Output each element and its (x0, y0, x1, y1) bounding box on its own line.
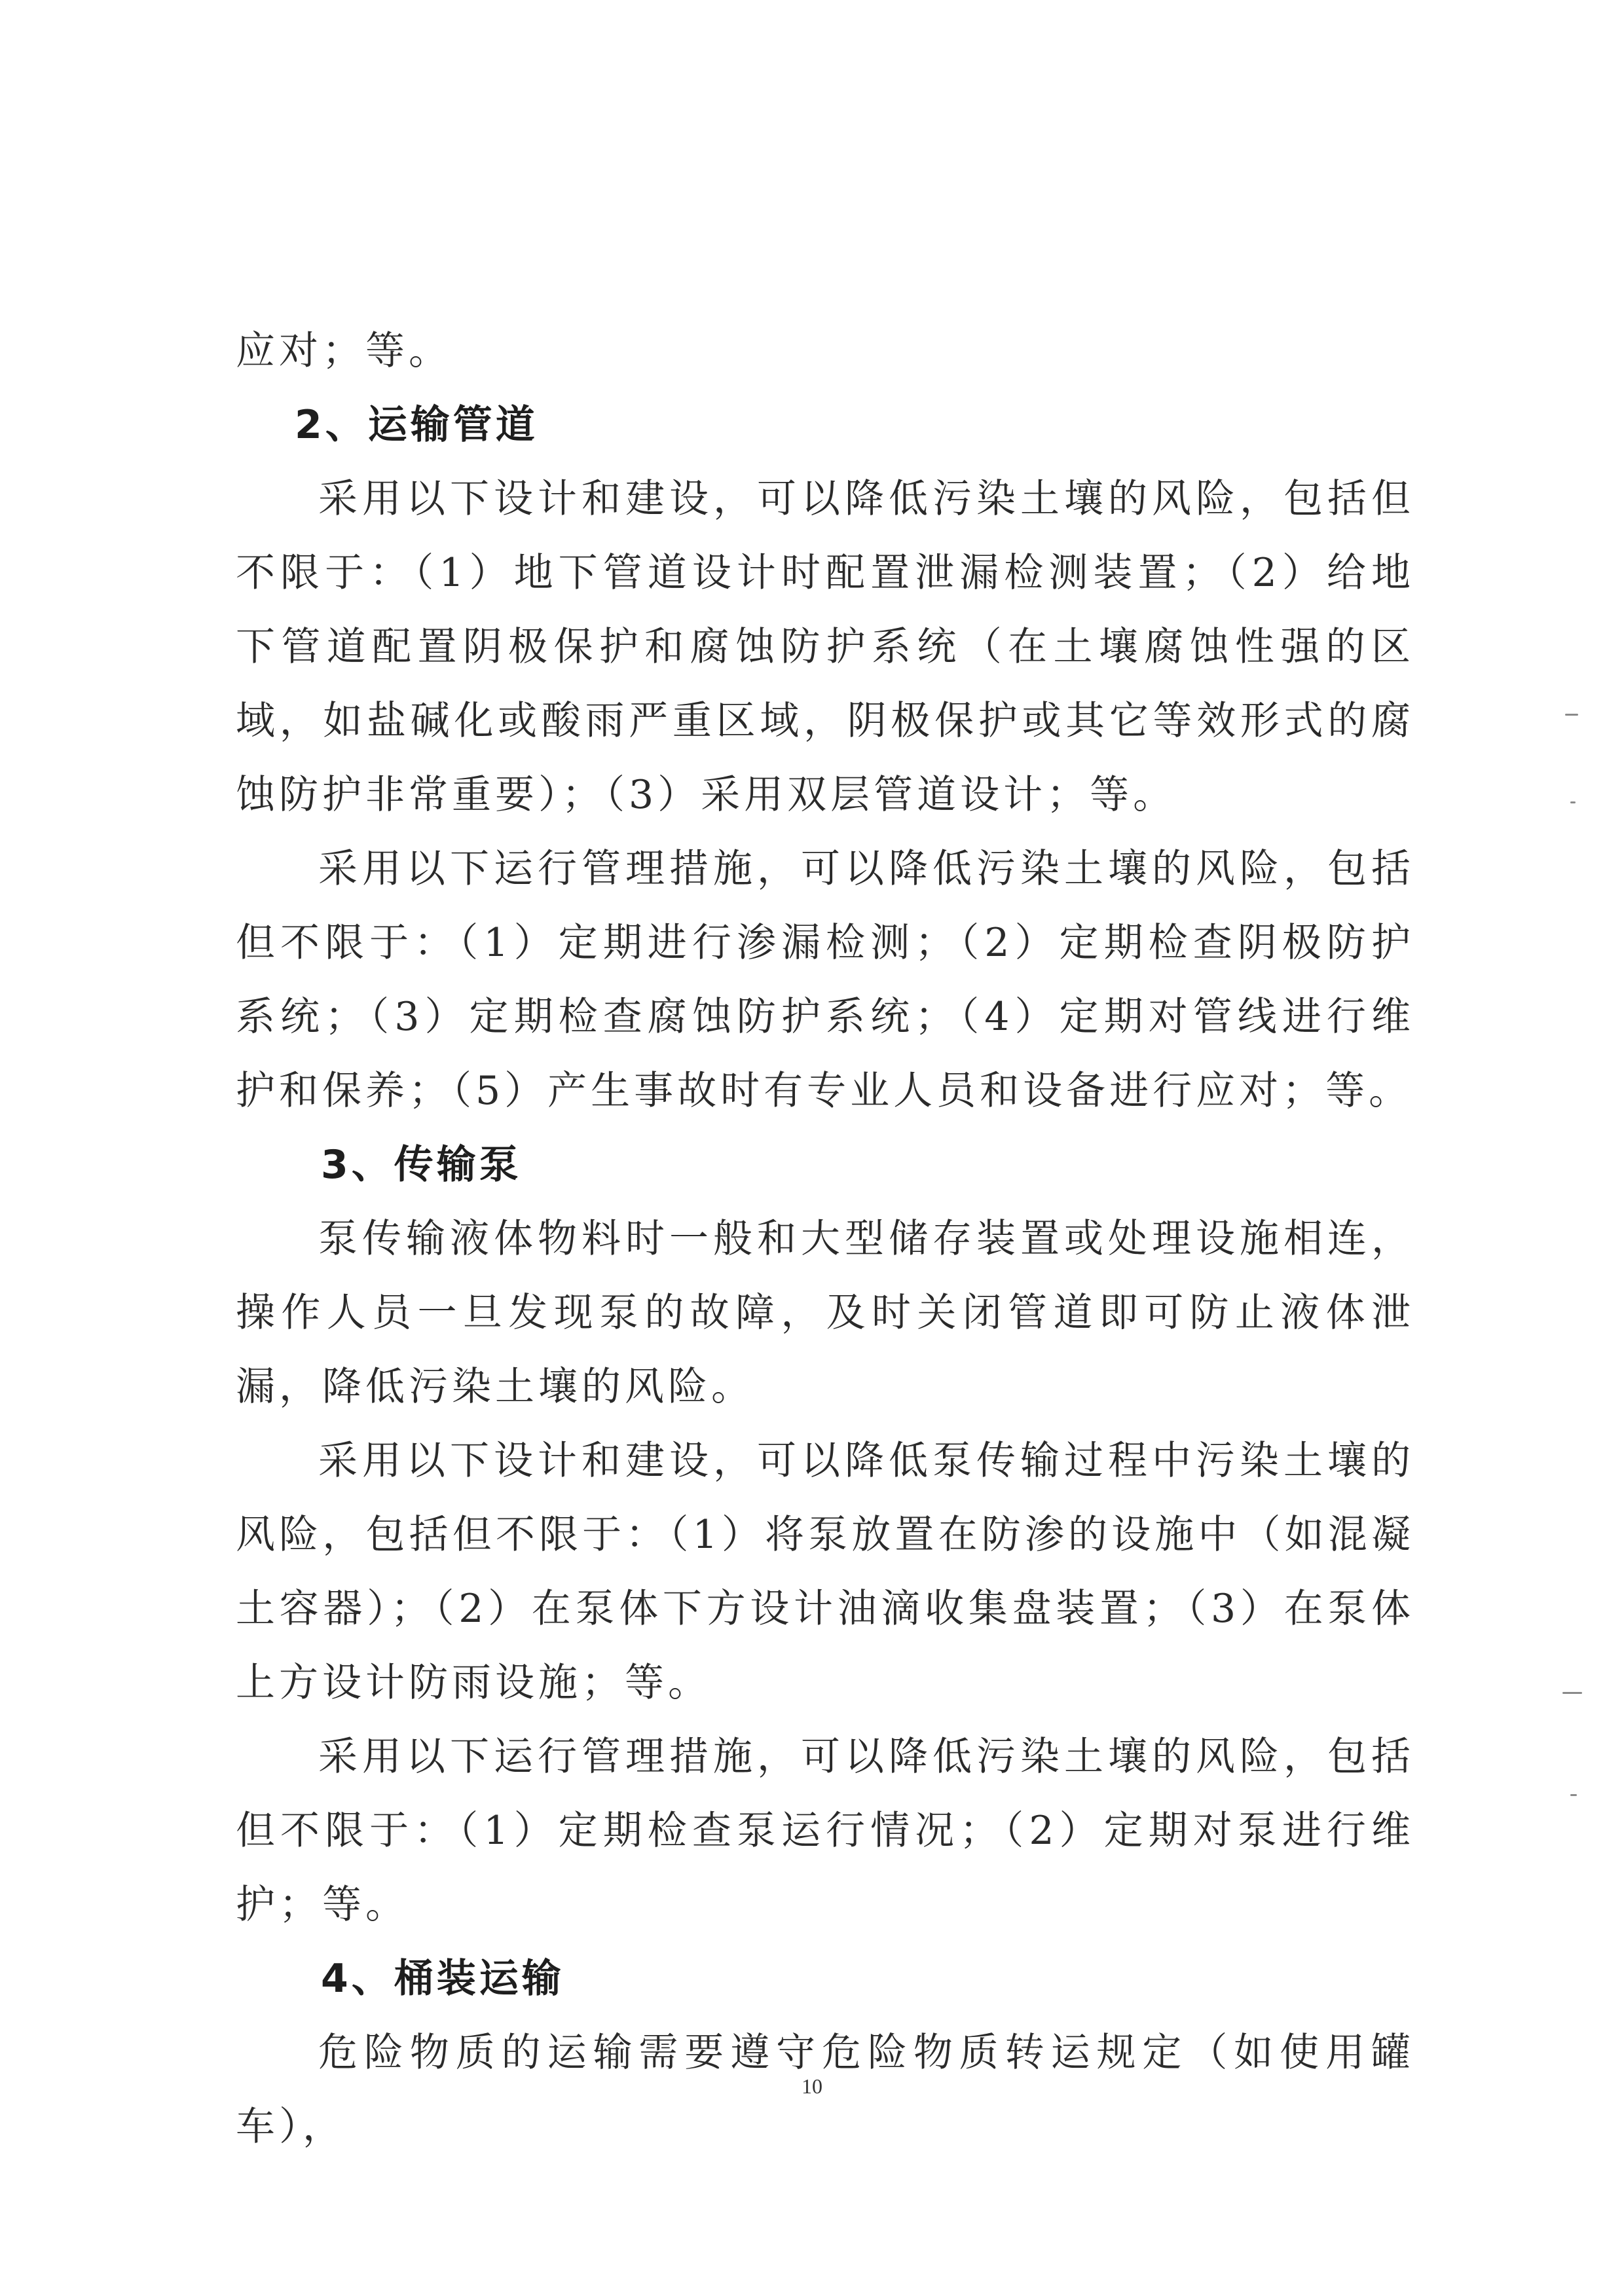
section-heading-pipelines: 2、运输管道 (295, 402, 538, 448)
page-number: 10 (802, 2074, 822, 2098)
scan-artifact (1565, 714, 1578, 716)
document-body (236, 314, 1414, 2164)
paragraph-pipeline-operation: 采用以下运行管理措施，可以降低污染土壤的风险，包括但不限于：（1）定期进行渗漏检测；（2）定期检查阴极防护系统；（3）定期检查腐蚀防护系统；（4）定期对管线进行维护和保养；（5）产生事故时有专业人员和设备进行应对；等。 (236, 846, 1414, 1114)
section-heading-transfer-pump: 3、传输泵 (321, 1142, 522, 1188)
section-heading-drum-transport: 4、桶装运输 (321, 1956, 564, 2002)
paragraph-pipeline-design: 采用以下设计和建设，可以降低污染土壤的风险，包括但不限于：（1）地下管道设计时配置泄漏检测装置；（2）给地下管道配置阴极保护和腐蚀防护系统（在土壤腐蚀性强的区域，如盐碱化或酸雨严重区域，阴极保护或其它等效形式的腐蚀防护非常重要）；（3）采用双层管道设计；等。 (236, 476, 1414, 818)
paragraph-pump-operation: 采用以下运行管理措施，可以降低污染土壤的风险，包括但不限于：（1）定期检查泵运行情况；（2）定期对泵进行维护；等。 (236, 1734, 1414, 1928)
scan-artifact (1562, 1692, 1582, 1694)
paragraph-continuation: 应对；等。 (236, 328, 452, 374)
scan-artifact (1570, 801, 1576, 803)
paragraph-pump-intro: 泵传输液体物料时一般和大型储存装置或处理设施相连，操作人员一旦发现泵的故障，及时关闭管道即可防止液体泄漏，降低污染土壤的风险。 (236, 1216, 1414, 1410)
scan-artifact (1570, 1794, 1577, 1796)
paragraph-drum-transport: 危险物质的运输需要遵守危险物质转运规定（如使用罐车）， (236, 2030, 1414, 2150)
paragraph-pump-design: 采用以下设计和建设，可以降低泵传输过程中污染土壤的风险，包括但不限于：（1）将泵放置在防渗的设施中（如混凝土容器）；（2）在泵体下方设计油滴收集盘装置；（3）在泵体上方设计防雨设施；等。 (236, 1438, 1414, 1706)
